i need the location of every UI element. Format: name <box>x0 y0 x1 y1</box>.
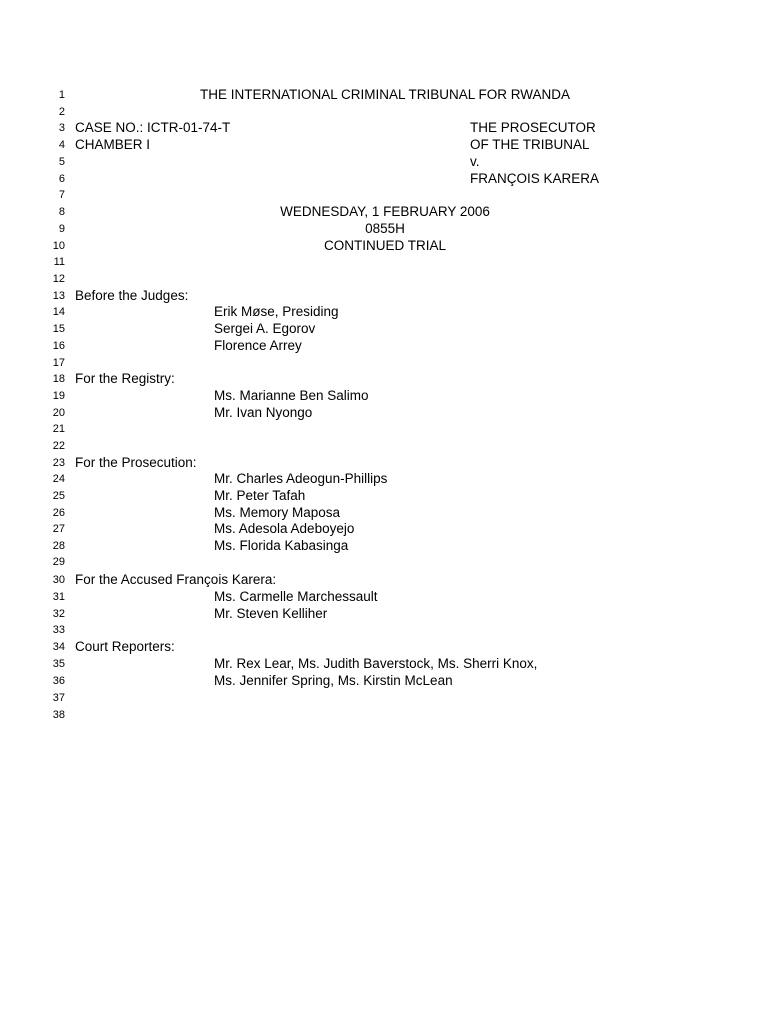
line-number: 15 <box>52 323 65 335</box>
judge-name: Sergei A. Egorov <box>214 321 316 336</box>
judge-name: Erik Møse, Presiding <box>214 304 339 319</box>
prosecution-name: Mr. Charles Adeogun-Phillips <box>214 471 388 486</box>
line-number: 2 <box>58 106 65 118</box>
transcript-line <box>0 104 770 120</box>
line-number: 13 <box>52 290 65 302</box>
transcript-line <box>0 120 770 136</box>
transcript-line <box>0 538 770 554</box>
line-number: 28 <box>52 540 65 552</box>
prosecution-name: Mr. Peter Tafah <box>214 488 306 503</box>
transcript-line <box>0 707 770 723</box>
judge-name: Florence Arrey <box>214 338 302 353</box>
reporter-names: Ms. Jennifer Spring, Ms. Kirstin McLean <box>214 673 453 688</box>
transcript-line <box>0 673 770 689</box>
line-number: 5 <box>58 156 65 168</box>
line-number: 24 <box>52 473 65 485</box>
line-number: 7 <box>58 189 65 201</box>
transcript-line <box>0 505 770 521</box>
line-number: 8 <box>58 206 65 218</box>
transcript-line <box>0 338 770 354</box>
line-number: 29 <box>52 556 65 568</box>
line-number: 1 <box>58 89 65 101</box>
transcript-line <box>0 471 770 487</box>
transcript-line <box>0 521 770 537</box>
chamber: CHAMBER I <box>75 137 151 152</box>
defence-name: Ms. Carmelle Marchessault <box>214 589 378 604</box>
versus: v. <box>470 154 480 169</box>
registry-name: Ms. Marianne Ben Salimo <box>214 388 369 403</box>
line-number: 30 <box>52 574 65 586</box>
hearing-date: WEDNESDAY, 1 FEBRUARY 2006 <box>280 204 490 219</box>
reporter-names: Mr. Rex Lear, Ms. Judith Baverstock, Ms. Sherri Knox, <box>214 656 538 671</box>
line-number: 22 <box>52 440 65 452</box>
line-number: 21 <box>52 423 65 435</box>
transcript-line <box>0 488 770 504</box>
session-type: CONTINUED TRIAL <box>323 238 446 253</box>
reporters-heading: Court Reporters: <box>75 639 175 654</box>
line-number: 32 <box>52 608 65 620</box>
line-number: 20 <box>52 407 65 419</box>
line-number: 11 <box>53 256 65 268</box>
line-number: 18 <box>52 373 65 385</box>
prosecution-name: Ms. Adesola Adeboyejo <box>214 521 355 536</box>
registry-name: Mr. Ivan Nyongo <box>214 405 313 420</box>
tribunal-title: THE INTERNATIONAL CRIMINAL TRIBUNAL FOR RWANDA <box>199 87 571 102</box>
transcript-line <box>0 421 770 437</box>
transcript-line <box>0 622 770 638</box>
transcript-line <box>0 554 770 570</box>
line-number: 10 <box>52 240 65 252</box>
transcript-line <box>0 656 770 672</box>
line-number: 36 <box>52 675 65 687</box>
line-number: 26 <box>52 507 65 519</box>
transcript-line <box>0 154 770 170</box>
transcript-line <box>0 187 770 203</box>
line-number: 6 <box>58 173 65 185</box>
line-number: 12 <box>52 273 65 285</box>
transcript-line <box>0 271 770 287</box>
line-number: 33 <box>52 624 65 636</box>
case-number: CASE NO.: ICTR-01-74-T <box>75 120 231 135</box>
transcript-line <box>0 371 770 387</box>
transcript-line <box>0 304 770 320</box>
transcript-line <box>0 690 770 706</box>
transcript-line <box>0 455 770 471</box>
transcript-line <box>0 321 770 337</box>
transcript-line <box>0 254 770 270</box>
transcript-line <box>0 388 770 404</box>
line-number: 25 <box>52 490 65 502</box>
prosecution-name: Ms. Florida Kabasinga <box>214 538 349 553</box>
line-number: 37 <box>52 692 65 704</box>
transcript-line <box>0 171 770 187</box>
defence-name: Mr. Steven Kelliher <box>214 606 328 621</box>
line-number: 19 <box>52 390 65 402</box>
line-number: 23 <box>52 457 65 469</box>
transcript-line <box>0 405 770 421</box>
accused-name: FRANÇOIS KARERA <box>470 171 600 186</box>
transcript-line <box>0 355 770 371</box>
line-number: 3 <box>58 122 65 134</box>
transcript-line <box>0 606 770 622</box>
line-number: 4 <box>58 139 65 151</box>
prosecutor-line-1: THE PROSECUTOR <box>470 120 596 135</box>
prosecution-heading: For the Prosecution: <box>75 455 197 470</box>
transcript-line <box>0 438 770 454</box>
defence-heading: For the Accused François Karera: <box>75 572 277 587</box>
line-number: 14 <box>52 306 65 318</box>
transcript-line <box>0 87 770 103</box>
line-number: 31 <box>52 591 65 603</box>
line-number: 34 <box>52 641 65 653</box>
line-number: 35 <box>52 658 65 670</box>
transcript-line <box>0 639 770 655</box>
transcript-line <box>0 589 770 605</box>
line-number: 17 <box>52 357 65 369</box>
transcript-line <box>0 238 770 254</box>
prosecutor-line-2: OF THE TRIBUNAL <box>470 137 590 152</box>
line-number: 38 <box>52 709 65 721</box>
transcript-line <box>0 204 770 220</box>
prosecution-name: Ms. Memory Maposa <box>214 505 341 520</box>
line-number: 9 <box>58 223 65 235</box>
transcript-line <box>0 137 770 153</box>
hearing-time: 0855H <box>365 221 405 236</box>
registry-heading: For the Registry: <box>75 371 175 386</box>
transcript-line <box>0 572 770 588</box>
judges-heading: Before the Judges: <box>75 288 189 303</box>
line-number: 27 <box>52 523 65 535</box>
line-number: 16 <box>52 340 65 352</box>
transcript-line <box>0 221 770 237</box>
transcript-line <box>0 288 770 304</box>
